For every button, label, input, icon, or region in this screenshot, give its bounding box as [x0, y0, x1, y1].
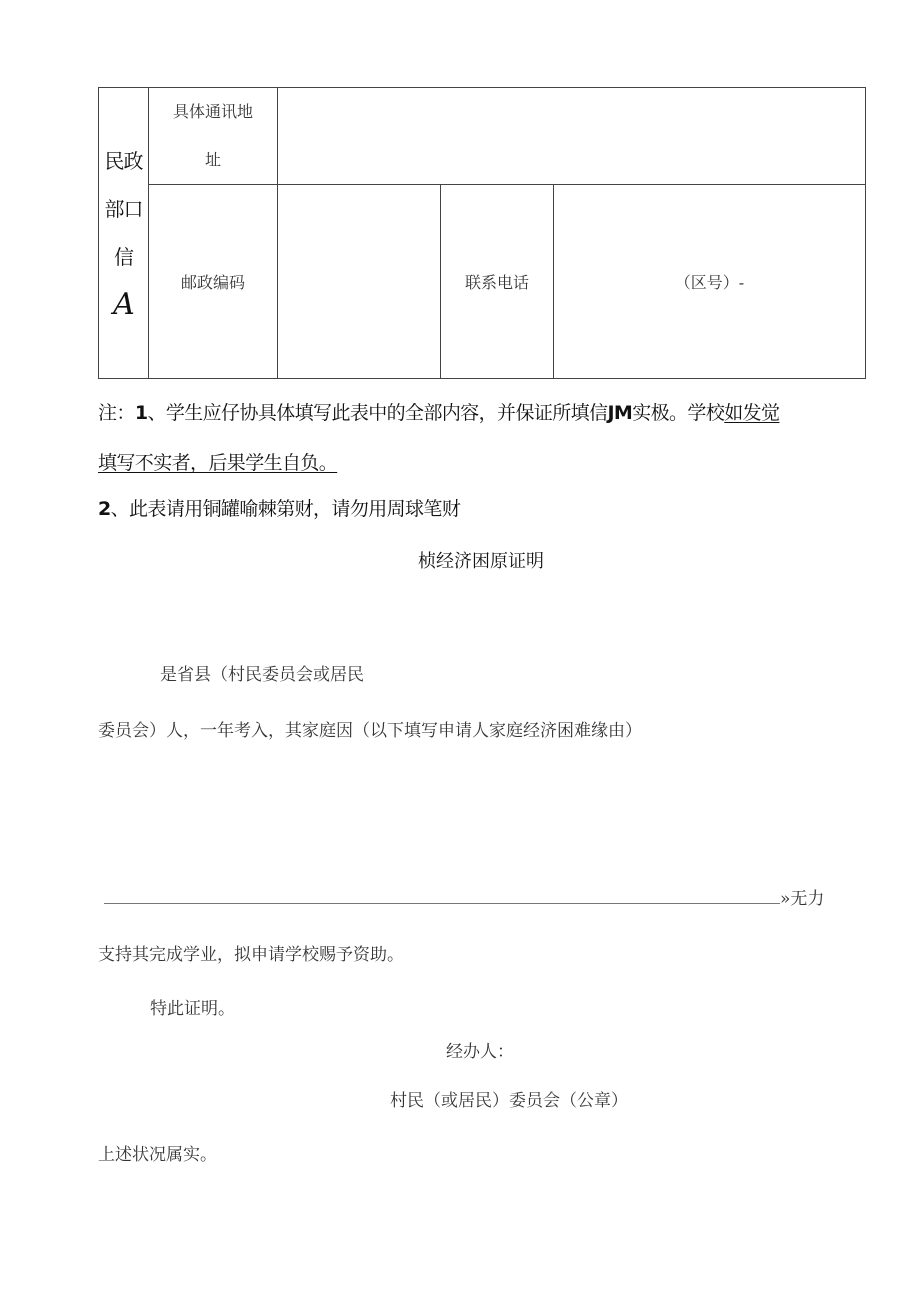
phone-value-cell[interactable]: （区号）-: [554, 185, 866, 379]
note-2: 2、此表请用铜罐喻棘第财，请勿用周球笔财: [98, 498, 461, 520]
address-label-cell: [149, 88, 278, 185]
note-1-line-1: 注：1、学生应仔协具体填写此表中的全部内容，并保证所填信JM实极。学校如发觉: [98, 402, 780, 424]
note-1-line-2: 填写不实者，后果学生自负。: [98, 452, 338, 474]
reason-fill-line[interactable]: [104, 903, 780, 904]
certificate-line-2: 委员会）人，一年考入，其家庭因（以下填写申请人家庭经济困难缘由）: [98, 721, 642, 741]
certificate-line-3: 支持其完成学业，拟申请学校赐予资助。: [98, 945, 404, 965]
civil-affairs-label-cell: [99, 88, 149, 379]
info-table: [98, 87, 866, 379]
certificate-title: 桢经济困原证明: [418, 551, 544, 572]
certificate-line-4: 特此证明。: [150, 999, 235, 1019]
handler-label: 经办人：: [446, 1042, 514, 1062]
certificate-line-end: »无力: [780, 889, 825, 909]
postcode-value-cell[interactable]: [278, 185, 441, 379]
civil-affairs-label: 民政 部口 信 A: [104, 149, 143, 322]
certificate-line-1: 是省县（村民委员会或居民: [160, 665, 364, 685]
address-value-cell[interactable]: [278, 88, 866, 185]
confirm-text: 上述状况属实。: [98, 1145, 217, 1165]
phone-label: 联系电话: [441, 185, 554, 379]
committee-seal-label: 村民（或居民）委员会（公章）: [390, 1091, 628, 1111]
postcode-label: 邮政编码: [149, 185, 278, 379]
address-label: 具体通讯地 址: [172, 102, 253, 169]
